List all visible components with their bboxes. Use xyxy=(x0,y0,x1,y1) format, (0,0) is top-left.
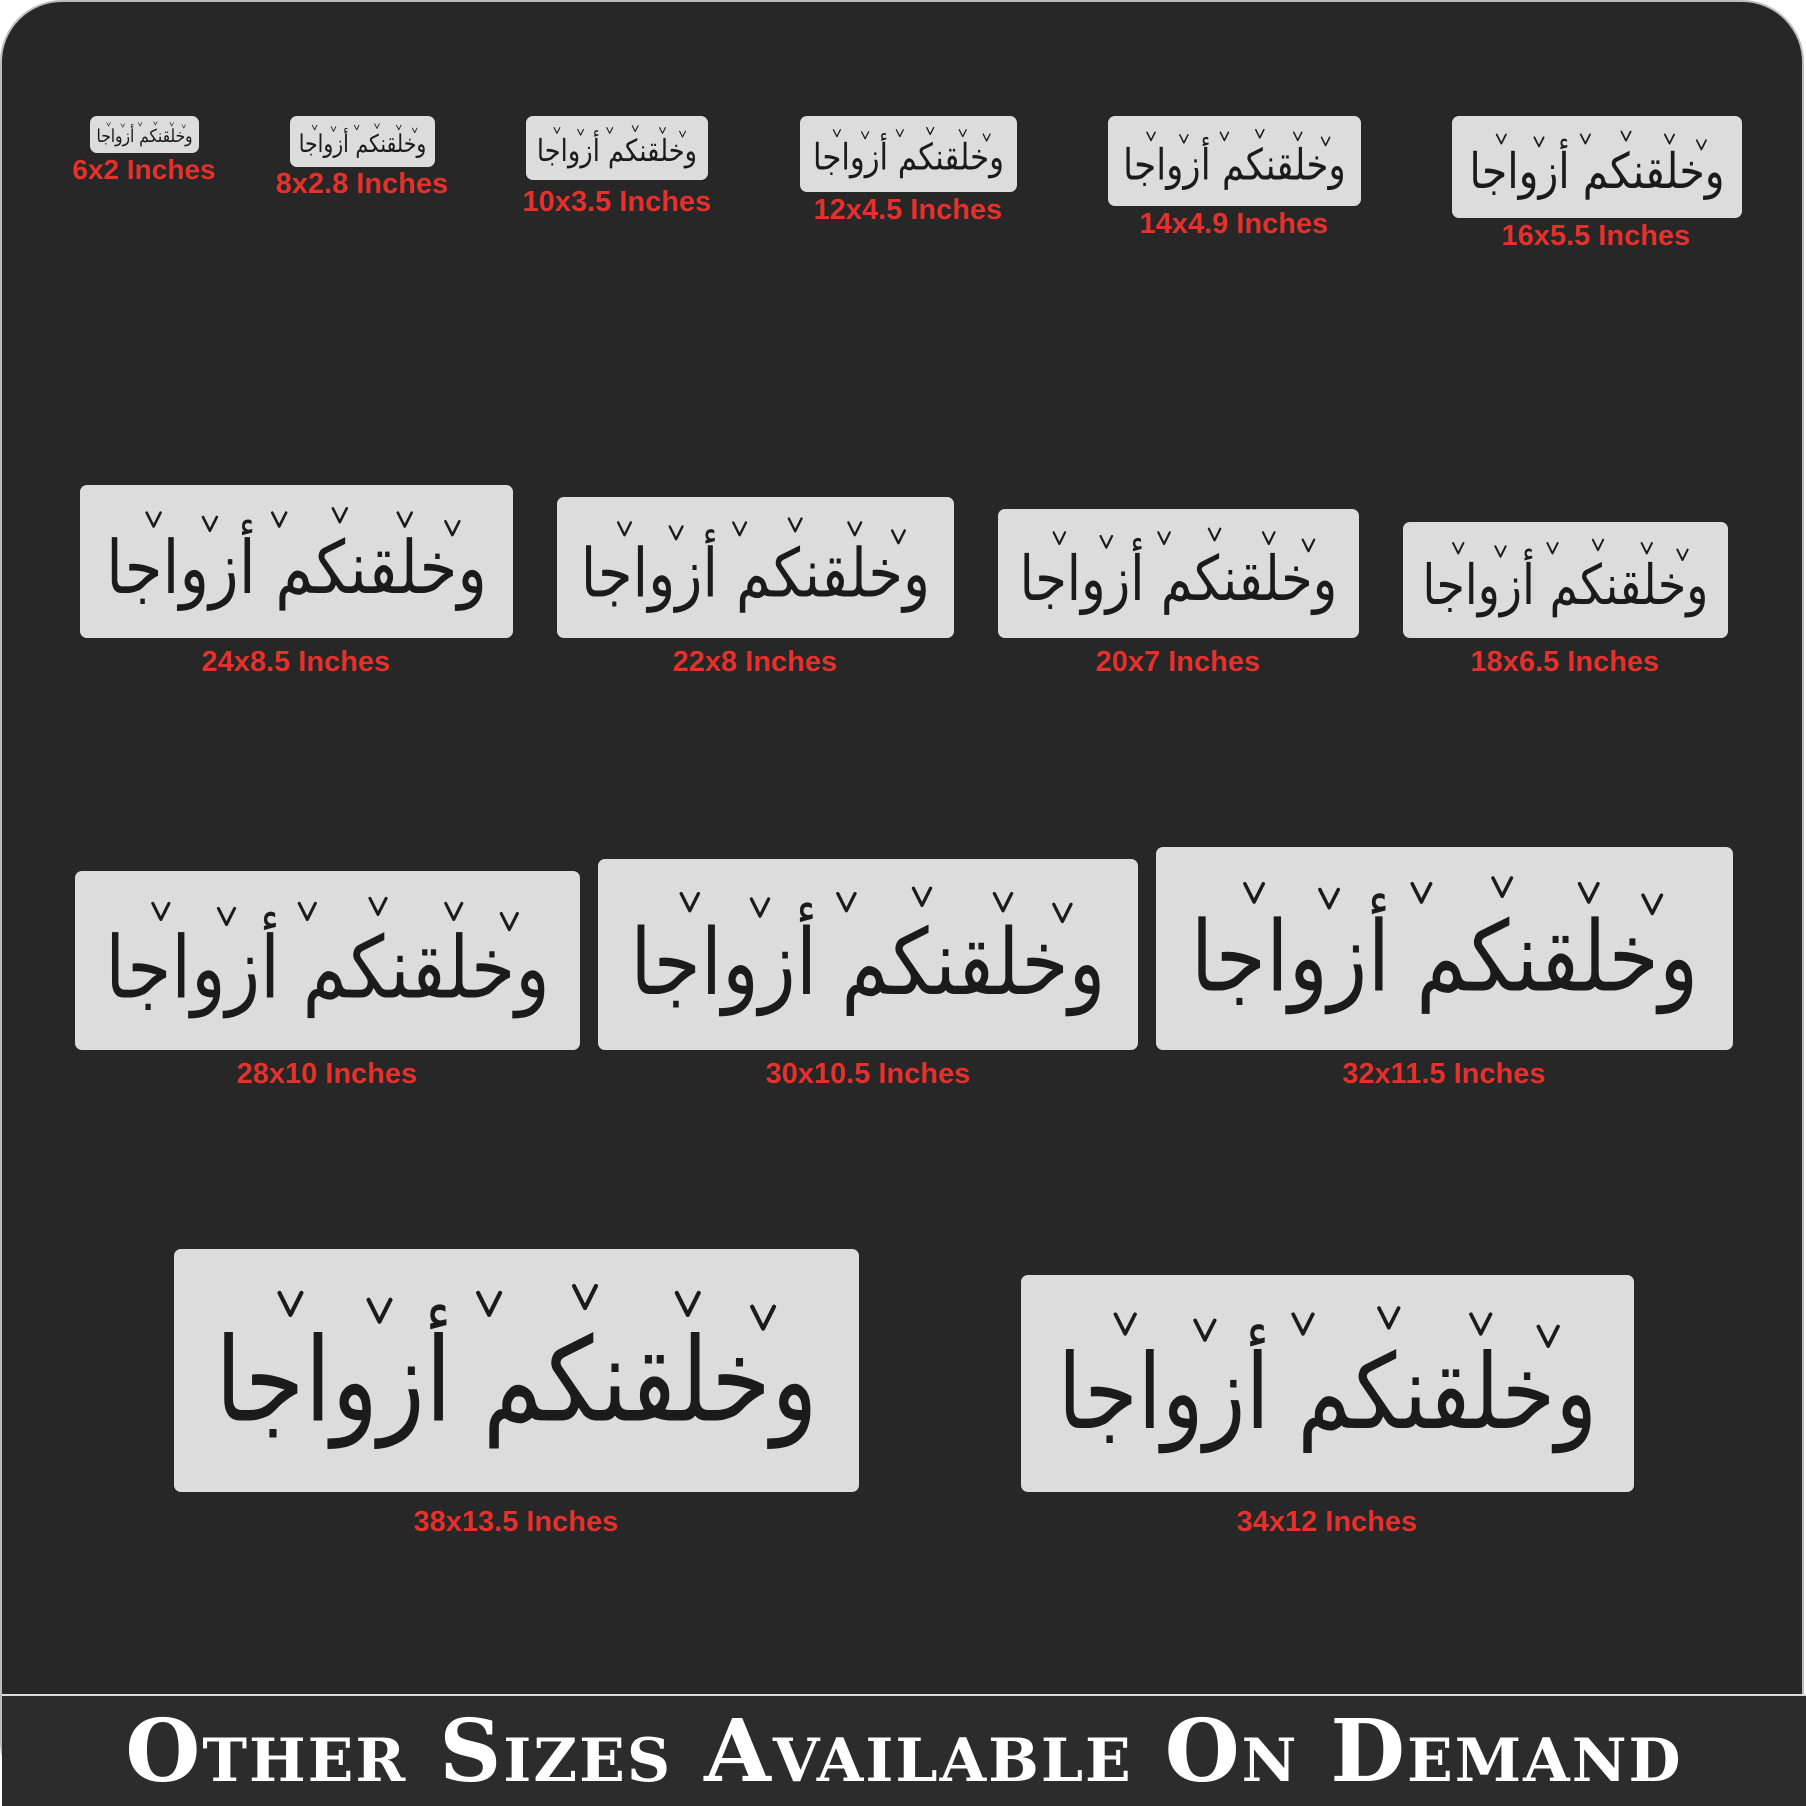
calligraphy-art xyxy=(1021,1275,1706,1492)
stencil-bridge-mark xyxy=(1547,543,1557,553)
stencil-14x49 xyxy=(1108,116,1391,206)
stencil-bridge-mark xyxy=(1147,132,1155,140)
stencil-8x28 xyxy=(290,116,452,167)
stencil-6x2 xyxy=(90,116,212,153)
stencil-bridge-mark xyxy=(1580,884,1598,902)
size-label: 8x2.8 Inches xyxy=(275,168,449,200)
calligraphy-lettering: وخلقنكم أزواجا xyxy=(96,126,212,148)
stencil-bridge-mark xyxy=(375,124,380,129)
size-label: 10x3.5 Inches xyxy=(522,186,712,218)
stencil-bridge-mark xyxy=(1256,130,1264,138)
stencil-bridge-mark xyxy=(913,888,930,905)
stencil-bridge-mark xyxy=(153,903,169,919)
size-label: 34x12 Inches xyxy=(1236,1506,1418,1538)
stencil-bridge-mark xyxy=(789,519,802,532)
calligraphy-lettering: وخلقنكم أزواجا xyxy=(580,533,1001,613)
stencil-bridge-mark xyxy=(299,903,315,919)
size-label: 30x10.5 Inches xyxy=(765,1058,971,1090)
stencil-bridge-mark xyxy=(1593,540,1603,550)
calligraphy-art xyxy=(1452,116,1776,218)
size-label: 32x11.5 Inches xyxy=(1342,1058,1546,1090)
stencil-28x10 xyxy=(75,871,640,1050)
calligraphy-lettering: وخلقنكم أزواجا xyxy=(105,526,564,612)
stencil-bridge-mark xyxy=(147,513,161,527)
stencil-34x12 xyxy=(1021,1275,1706,1492)
size-label: 20x7 Inches xyxy=(1095,646,1261,678)
calligraphy-lettering: وخلقنكم أزواجا xyxy=(630,908,1202,1016)
stencil-30x105 xyxy=(598,859,1202,1050)
size-label: 6x2 Inches xyxy=(72,154,216,185)
calligraphy-art xyxy=(75,871,640,1050)
stencil-24x85 xyxy=(80,485,564,638)
calligraphy-art xyxy=(598,859,1202,1050)
calligraphy-art xyxy=(1403,522,1767,638)
size-label: 14x4.9 Inches xyxy=(1139,208,1329,240)
stencil-10x35 xyxy=(526,116,730,180)
stencil-32x115 xyxy=(1156,847,1801,1050)
calligraphy-lettering: وخلقنكم أزواجا xyxy=(1469,142,1776,200)
calligraphy-art xyxy=(80,485,564,638)
stencil-bridge-mark xyxy=(574,1286,596,1308)
stencil-bridge-mark xyxy=(398,513,412,527)
calligraphy-lettering: وخلقنكم أزواجا xyxy=(536,133,730,170)
stencil-bridge-mark xyxy=(1245,884,1263,902)
stencil-bridge-mark xyxy=(1379,1308,1399,1328)
calligraphy-lettering: وخلقنكم أزواجا xyxy=(1019,542,1402,616)
size-label: 12x4.5 Inches xyxy=(813,194,1003,226)
stencil-bridge-mark xyxy=(478,1293,500,1315)
calligraphy-art xyxy=(557,497,1001,638)
stencil-22x8 xyxy=(557,497,1001,638)
size-label: 22x8 Inches xyxy=(672,646,838,678)
size-label: 24x8.5 Inches xyxy=(201,646,391,678)
stencil-bridge-mark xyxy=(927,128,934,135)
stencil-16x55 xyxy=(1452,116,1776,218)
stencil-bridge-mark xyxy=(1412,884,1430,902)
stencil-bridge-mark xyxy=(1621,132,1630,141)
calligraphy-lettering: وخلقنكم أزواجا xyxy=(105,918,640,1019)
calligraphy-lettering: وخلقنكم أزواجا xyxy=(215,1313,940,1449)
size-label: 38x13.5 Inches xyxy=(413,1506,619,1538)
calligraphy-art xyxy=(174,1249,940,1492)
calligraphy-lettering: وخلقنكم أزواجا xyxy=(1422,553,1767,618)
stencil-12x45 xyxy=(800,116,1043,192)
stencil-bridge-mark xyxy=(154,122,157,125)
stencil-bridge-mark xyxy=(1294,132,1302,140)
stencil-bridge-mark xyxy=(333,508,347,522)
stencil-bridge-mark xyxy=(1220,132,1228,140)
calligraphy-art xyxy=(290,116,452,167)
stencil-38x135 xyxy=(174,1249,940,1492)
stencil-bridge-mark xyxy=(370,898,386,914)
calligraphy-art xyxy=(800,116,1043,192)
calligraphy-art xyxy=(1108,116,1391,206)
size-label: 16x5.5 Inches xyxy=(1501,220,1691,252)
size-label: 28x10 Inches xyxy=(236,1058,418,1090)
banner-text: Other Sizes Available On Demand xyxy=(125,1701,1683,1802)
stencil-bridge-mark xyxy=(1209,529,1221,541)
calligraphy-art xyxy=(90,116,212,153)
calligraphy-lettering: وخلقنكم أزواجا xyxy=(813,135,1043,179)
calligraphy-lettering: وخلقنكم أزواجا xyxy=(1057,1331,1706,1454)
stencil-bridge-mark xyxy=(279,1293,301,1315)
stencil-bridge-mark xyxy=(677,1293,699,1315)
calligraphy-lettering: وخلقنكم أزواجا xyxy=(298,129,452,158)
calligraphy-art xyxy=(526,116,730,180)
stencil-bridge-mark xyxy=(1493,878,1511,896)
calligraphy-art xyxy=(998,509,1402,638)
calligraphy-lettering: وخلقنكم أزواجا xyxy=(1123,140,1391,191)
stencil-bridge-mark xyxy=(1453,543,1463,553)
size-label: 18x6.5 Inches xyxy=(1470,646,1660,678)
stencil-20x7 xyxy=(998,509,1402,638)
stencil-bridge-mark xyxy=(272,513,286,527)
stencil-18x65 xyxy=(1403,522,1767,638)
stencil-bridge-mark xyxy=(446,903,462,919)
calligraphy-art xyxy=(1156,847,1801,1050)
stencil-bridge-mark xyxy=(1642,543,1652,553)
stencil-bridge-mark xyxy=(632,126,638,132)
calligraphy-lettering: وخلقنكم أزواجا xyxy=(1190,900,1801,1015)
